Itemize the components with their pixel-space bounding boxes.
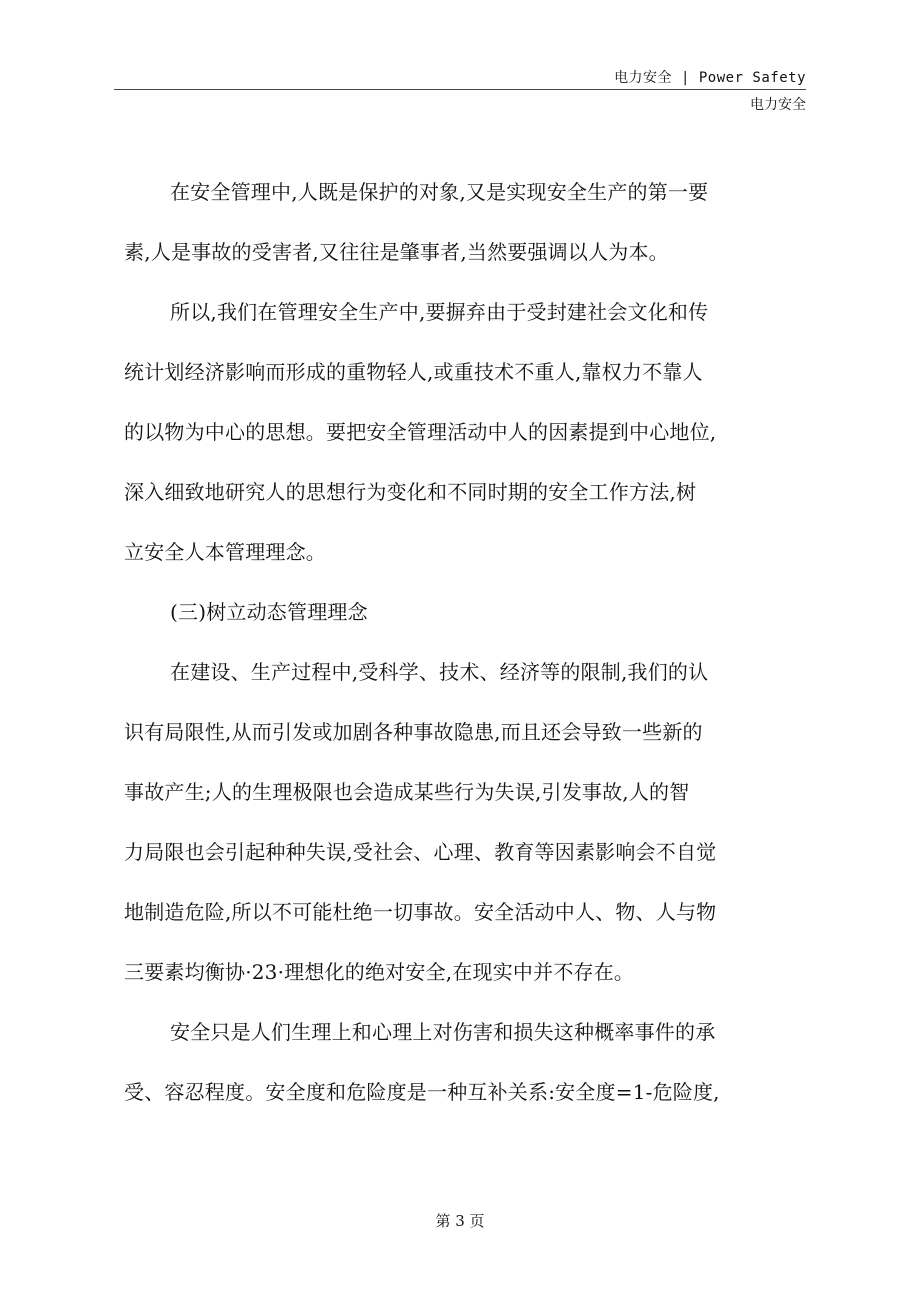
paragraph-line: 在安全管理中,人既是保护的对象,又是实现安全生产的第一要 <box>170 180 709 204</box>
page-number: 第 3 页 <box>435 1212 485 1230</box>
header-title: 电力安全 | Power Safety <box>614 70 806 86</box>
paragraph-line: 受、容忍程度。安全度和危险度是一种互补关系:安全度=1-危险度, <box>124 1080 720 1104</box>
paragraph-line: 地制造危险,所以不可能杜绝一切事故。安全活动中人、物、人与物 <box>124 900 717 924</box>
paragraph-line: 立安全人本管理理念。 <box>124 540 326 564</box>
header-divider <box>114 89 806 90</box>
body-text <box>124 172 810 1132</box>
section-heading: (三)树立动态管理理念 <box>170 600 368 624</box>
paragraph-line: 在建设、生产过程中,受科学、技术、经济等的限制,我们的认 <box>170 660 709 684</box>
paragraph-line: 安全只是人们生理上和心理上对伤害和损失这种概率事件的承 <box>170 1020 716 1044</box>
paragraph-line: 素,人是事故的受害者,又往往是肇事者,当然要强调以人为本。 <box>124 240 669 264</box>
header-subtitle: 电力安全 <box>750 97 806 113</box>
paragraph-line: 深入细致地研究人的思想行为变化和不同时期的安全工作方法,树 <box>124 480 697 504</box>
paragraph-line: 的以物为中心的思想。要把安全管理活动中人的因素提到中心地位, <box>124 420 717 444</box>
paragraph-line: 三要素均衡协·23·理想化的绝对安全,在现实中并不存在。 <box>124 960 635 984</box>
paragraph-line: 所以,我们在管理安全生产中,要摒弃由于受封建社会文化和传 <box>170 300 709 324</box>
paragraph-line: 统计划经济影响而形成的重物轻人,或重技术不重人,靠权力不靠人 <box>124 360 703 384</box>
paragraph-line: 力局限也会引起种种失误,受社会、心理、教育等因素影响会不自觉 <box>124 840 717 864</box>
paragraph-line: 事故产生;人的生理极限也会造成某些行为失误,引发事故,人的智 <box>124 780 690 804</box>
paragraph-line: 识有局限性,从而引发或加剧各种事故隐患,而且还会导致一些新的 <box>124 720 703 744</box>
